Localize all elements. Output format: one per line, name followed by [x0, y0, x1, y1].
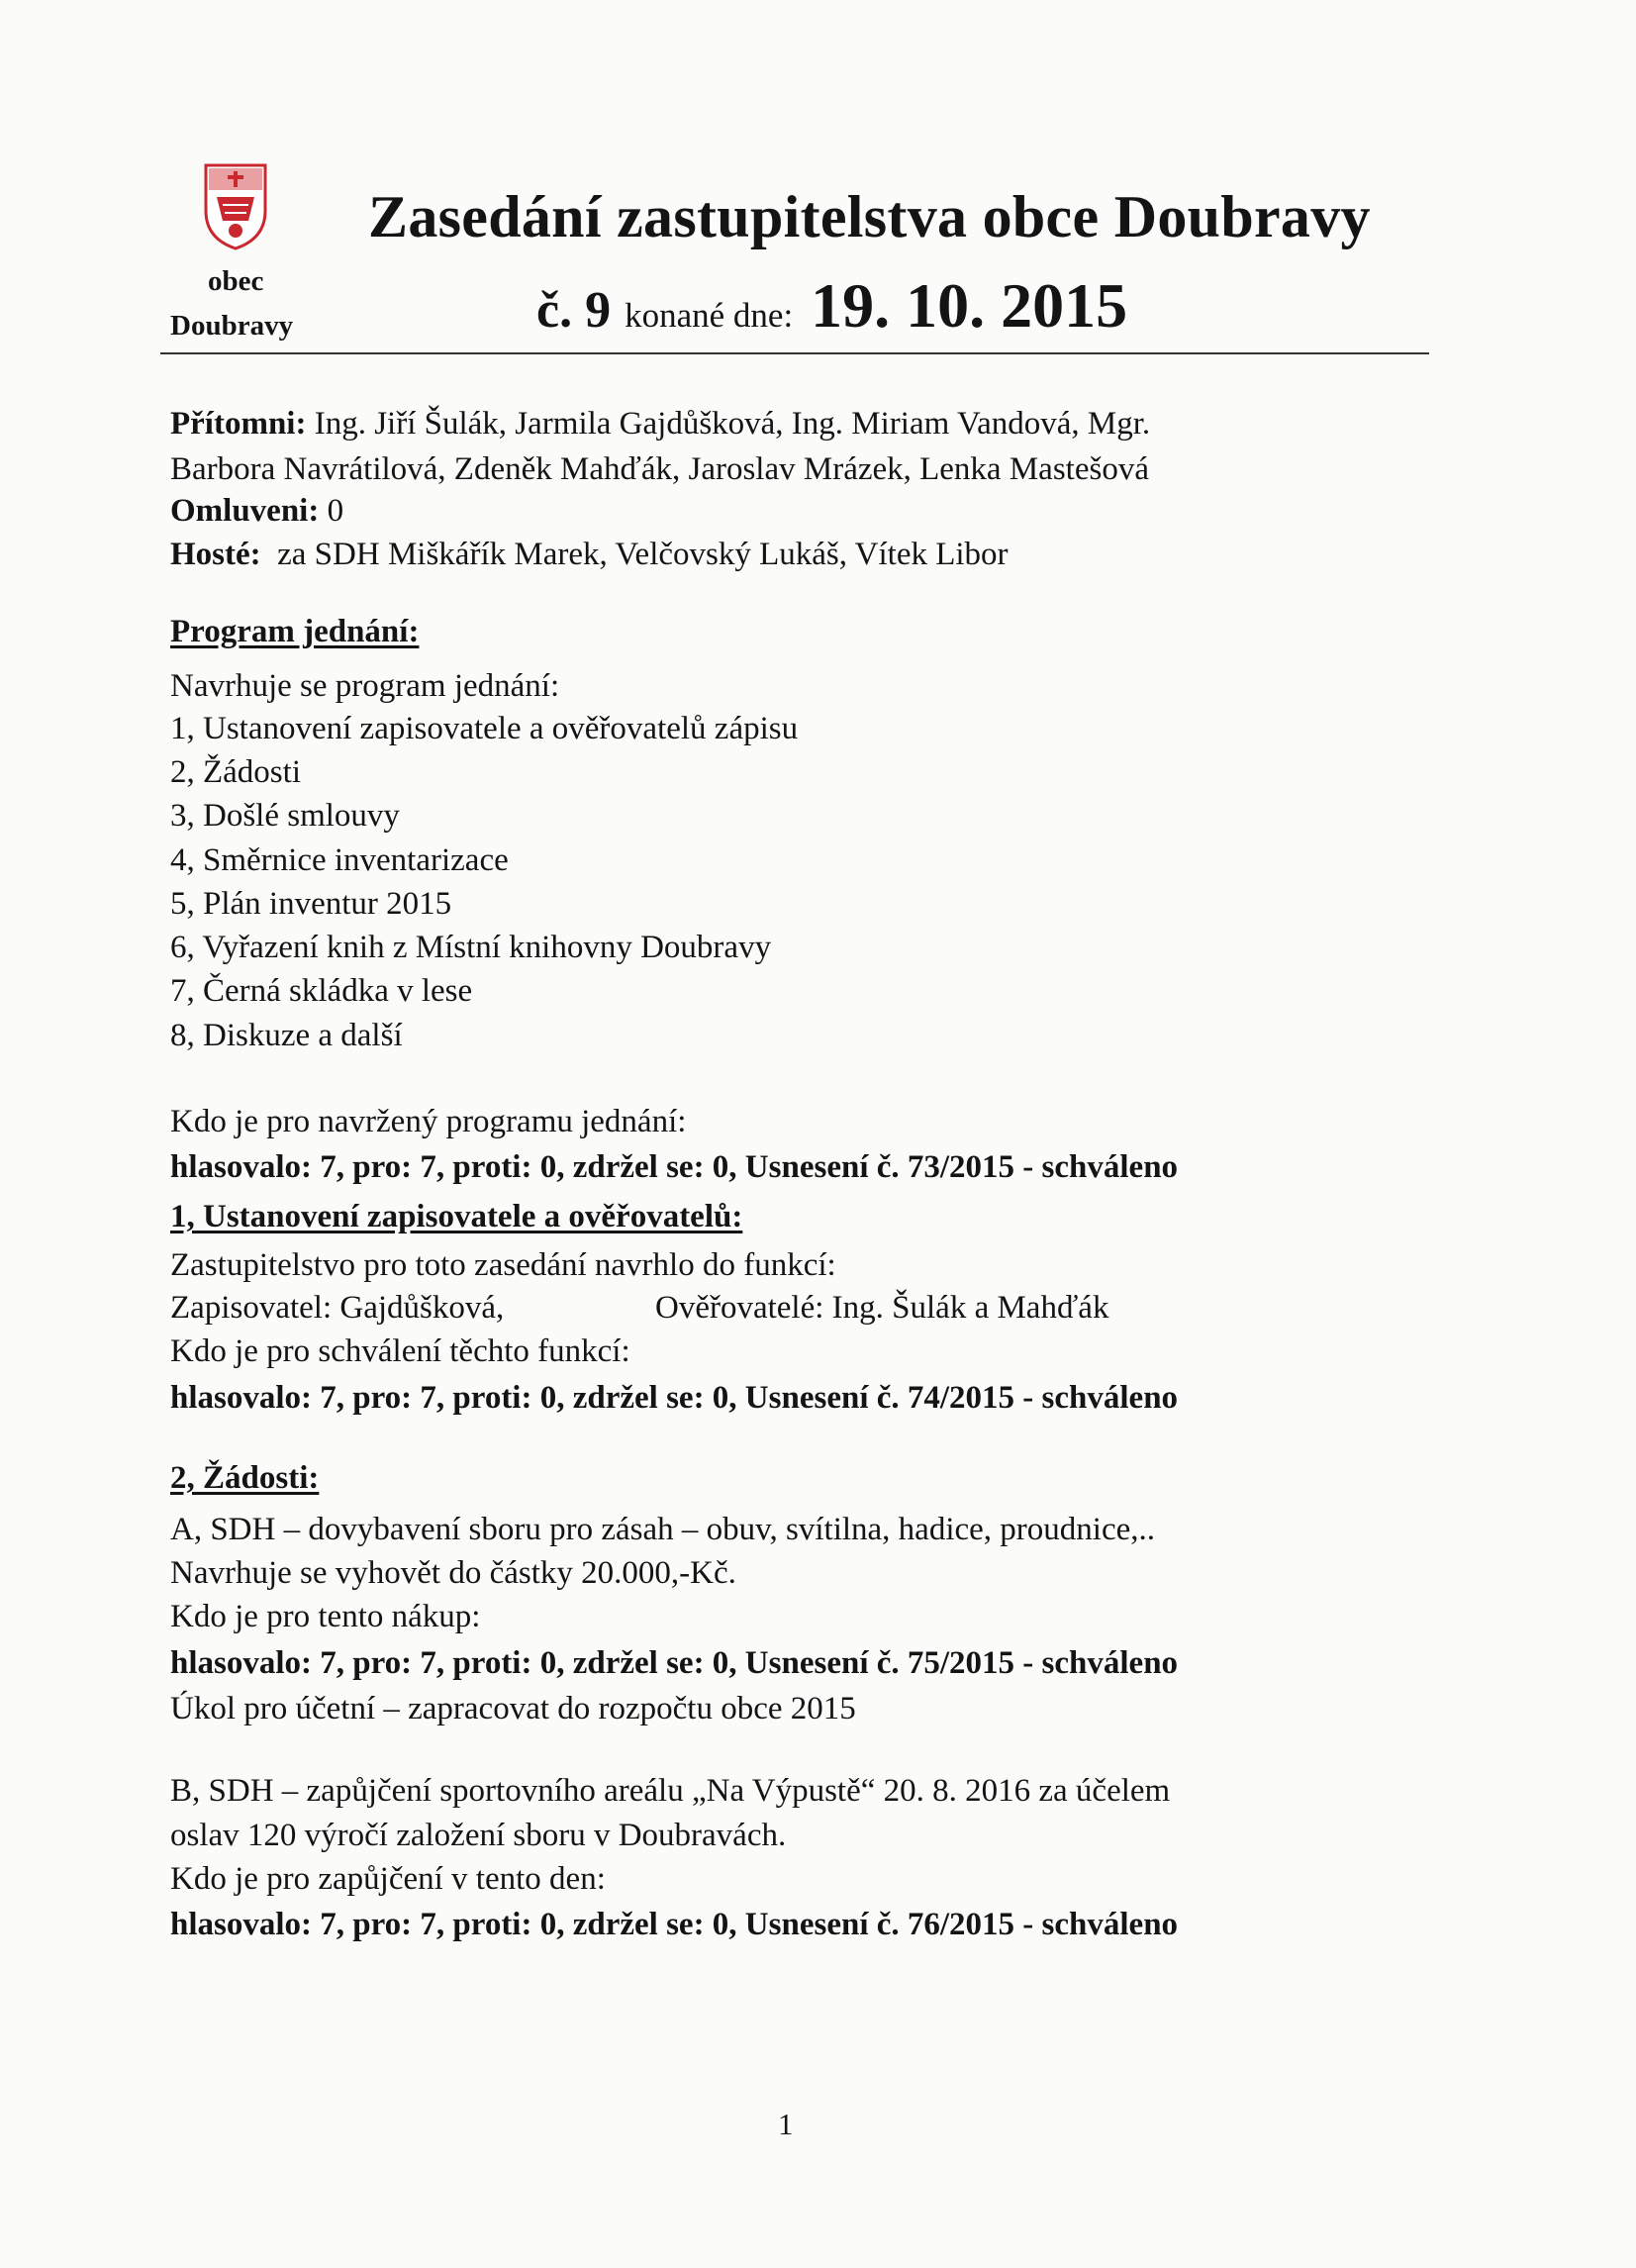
- program-vote: hlasovalo: 7, pro: 7, proti: 0, zdržel se: 0, Usnesení č. 73/2015 - schváleno: [170, 1149, 1179, 1185]
- section2-b-vote: hlasovalo: 7, pro: 7, proti: 0, zdržel se: 0, Usnesení č. 76/2015 - schváleno: [170, 1907, 1179, 1942]
- guests-label: Hosté:: [170, 537, 261, 572]
- document-title: Zasedání zastupitelstva obce Doubravy: [368, 184, 1371, 249]
- meeting-number: č. 9: [536, 282, 612, 339]
- section1-verifiers: Ověřovatelé: Ing. Šulák a Mahďák: [655, 1290, 1109, 1326]
- program-item: 1, Ustanovení zapisovatele a ověřovatelů zápisu: [170, 711, 799, 746]
- meeting-held-label: konané dne:: [625, 296, 794, 335]
- section2-a-line1: A, SDH – dovybavení sboru pro zásah – obuv, svítilna, hadice, proudnice,..: [170, 1512, 1155, 1547]
- guests-value: za SDH Miškářík Marek, Velčovský Lukáš, Vítek Libor: [277, 537, 1009, 572]
- page-number: 1: [778, 2107, 794, 2141]
- program-item: 8, Diskuze a další: [170, 1018, 403, 1053]
- excused-value: 0: [327, 493, 344, 529]
- section2-b-line2: oslav 120 výročí založení sboru v Doubravách.: [170, 1818, 787, 1853]
- program-heading: Program jednání:: [170, 614, 420, 649]
- section1-question: Kdo je pro schválení těchto funkcí:: [170, 1333, 630, 1369]
- program-item: 5, Plán inventur 2015: [170, 886, 452, 922]
- meeting-info: [536, 269, 1127, 343]
- section1-line1: Zastupitelstvo pro toto zasedání navrhlo do funkcí:: [170, 1247, 836, 1283]
- section2-a-question: Kdo je pro tento nákup:: [170, 1599, 481, 1634]
- present-label: Přítomni:: [170, 406, 307, 442]
- section1-recorder: Zapisovatel: Gajdůšková,: [170, 1290, 505, 1326]
- header-divider: [160, 352, 1429, 354]
- meeting-date: 19. 10. 2015: [811, 270, 1128, 341]
- section2-heading: 2, Žádosti:: [170, 1460, 320, 1496]
- section2-a-task: Úkol pro účetní – zapracovat do rozpočtu obce 2015: [170, 1691, 856, 1726]
- section2-b-line1: B, SDH – zapůjčení sportovního areálu „Na Výpustě“ 20. 8. 2016 za účelem: [170, 1773, 1171, 1809]
- present-names-1: Ing. Jiří Šulák, Jarmila Gajdůšková, Ing. Miriam Vandová, Mgr.: [314, 406, 1151, 442]
- present-line-1: [170, 406, 1150, 442]
- excused-line: [170, 493, 343, 529]
- section2-a-line2: Navrhuje se vyhovět do částky 20.000,-Kč.: [170, 1555, 736, 1591]
- municipality-label: obec: [208, 265, 264, 297]
- section2-a-vote: hlasovalo: 7, pro: 7, proti: 0, zdržel se: 0, Usnesení č. 75/2015 - schváleno: [170, 1645, 1179, 1681]
- program-item: 7, Černá skládka v lese: [170, 973, 473, 1009]
- section1-heading: 1, Ustanovení zapisovatele a ověřovatelů:: [170, 1199, 743, 1234]
- program-item: 4, Směrnice inventarizace: [170, 842, 509, 878]
- program-intro: Navrhuje se program jednání:: [170, 668, 560, 704]
- program-question: Kdo je pro navržený programu jednání:: [170, 1104, 687, 1139]
- guests-line: [170, 537, 1009, 572]
- program-item: 3, Došlé smlouvy: [170, 798, 400, 834]
- program-item: 6, Vyřazení knih z Místní knihovny Doubravy: [170, 930, 772, 965]
- present-names-2: Barbora Navrátilová, Zdeněk Mahďák, Jaroslav Mrázek, Lenka Mastešová: [170, 451, 1149, 487]
- municipality-name: Doubravy: [170, 310, 294, 342]
- section1-vote: hlasovalo: 7, pro: 7, proti: 0, zdržel se: 0, Usnesení č. 74/2015 - schváleno: [170, 1380, 1179, 1416]
- excused-label: Omluveni:: [170, 493, 320, 529]
- section2-b-question: Kdo je pro zapůjčení v tento den:: [170, 1861, 606, 1897]
- program-item: 2, Žádosti: [170, 754, 301, 790]
- municipal-crest-icon: [203, 161, 268, 250]
